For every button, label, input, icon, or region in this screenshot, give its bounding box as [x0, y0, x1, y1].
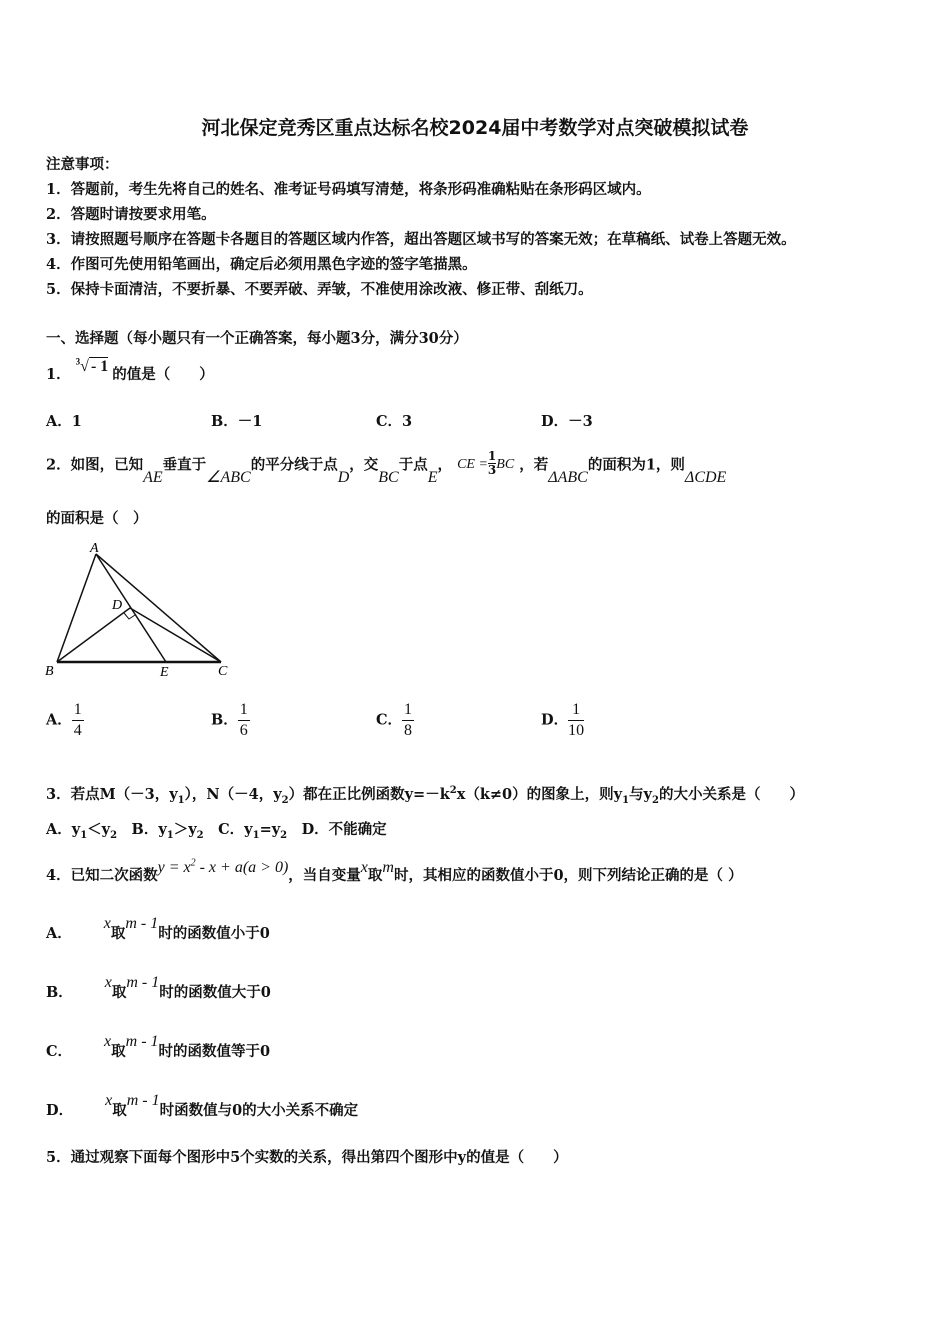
line-bd: [57, 608, 130, 662]
q2-option-b-fraction: [238, 700, 250, 741]
q4-option-a[interactable]: [46, 915, 270, 943]
q2-text-4: ，交: [349, 456, 379, 474]
q3-opt-sub: 2: [196, 829, 204, 841]
q2-ce-lhs: CE =: [457, 456, 488, 472]
q2-triangle-abc: ΔABC: [548, 468, 588, 486]
q4-option-d-expr: m - 1: [126, 1092, 160, 1109]
q3-text-d: x（k≠0）的图象上，则y: [456, 786, 623, 803]
q3-opt-sub: 2: [280, 829, 288, 841]
q4-option-b-expr: m - 1: [126, 974, 160, 991]
q2-option-c-den: 8: [404, 722, 413, 739]
q2-ae: AE: [143, 468, 163, 486]
q3-opt-sub: 1: [80, 829, 88, 841]
q3-opt-sub: 1: [252, 829, 260, 841]
q1-root-index: 3: [75, 356, 81, 367]
q2-ce-rhs: BC: [496, 456, 515, 472]
q4-option-c-text: 时的函数值等于0: [158, 1043, 271, 1060]
q4-text-3: 取: [367, 867, 383, 884]
line-ab: [57, 554, 96, 662]
question-1: [46, 356, 214, 384]
q4-option-a-expr: m - 1: [125, 915, 159, 932]
q2-ce-fraction: [488, 450, 496, 477]
q4-option-d-text: 时函数值与0的大小关系不确定: [159, 1102, 359, 1119]
q4-option-c[interactable]: [46, 1033, 271, 1061]
q2-option-d[interactable]: [541, 700, 584, 741]
q2-option-b[interactable]: [211, 700, 250, 741]
q2-option-c[interactable]: [376, 700, 414, 741]
q3-opt-part: ＞y: [173, 821, 197, 838]
q2-option-d-num: 1: [568, 700, 584, 721]
question-3: [46, 783, 804, 806]
q4-option-a-text: 时的函数值小于0: [158, 925, 270, 942]
question-5: 5．通过观察下面每个图形中5个实数的关系，得出第四个图形中y的值是（ ）: [46, 1149, 568, 1166]
q2-option-c-label: C．: [376, 711, 403, 729]
q2-option-a-label: A．: [46, 711, 72, 729]
q2-text-7: ，若: [519, 456, 549, 474]
q3-opt-part: B．y: [117, 821, 167, 838]
q4-formula-b: - x + a(a > 0): [195, 859, 289, 876]
label-e: E: [160, 665, 169, 680]
q1-option-d[interactable]: D．－3: [541, 413, 593, 430]
q2-option-c-fraction: [402, 700, 414, 741]
q1-number: 1．: [46, 366, 71, 383]
question-4: [46, 857, 743, 885]
q2-figure: [40, 538, 240, 683]
q4-option-d-label: D．: [46, 1102, 74, 1119]
q3-opt-sub: 1: [166, 829, 174, 841]
q4-x: x: [360, 859, 368, 876]
q2-ce-num: 1: [487, 449, 497, 463]
q3-sub-2: 2: [281, 794, 289, 806]
q3-opt-part: D．不能确定: [287, 821, 387, 838]
q4-option-d[interactable]: [46, 1092, 359, 1120]
q2-text-5: 于点: [398, 456, 428, 474]
q1-option-b[interactable]: B．－1: [211, 413, 263, 430]
q3-opt-part: ＜y: [87, 821, 111, 838]
notice-item-1: 1．答题前，考生先将自己的姓名、准考证号码填写清楚，将条形码准确粘贴在条形码区域内。: [46, 181, 651, 198]
q3-opt-part: A．y: [46, 821, 81, 838]
q3-text-b: ），N（－4，y: [184, 786, 282, 803]
q2-text-1: 2．如图，已知: [46, 456, 144, 474]
q2-option-a-num: 1: [72, 700, 84, 721]
q2-option-a-den: 4: [73, 722, 82, 739]
q2-ce-formula: [457, 449, 519, 477]
q4-text-4: 时，其相应的函数值小于0，则下列结论正确的是（ ）: [393, 867, 743, 884]
q4-formula-sup: 2: [190, 857, 196, 869]
q1-option-a[interactable]: A．1: [46, 413, 82, 430]
q4-option-a-take: 取: [110, 925, 126, 942]
q2-option-a-fraction: [72, 700, 84, 741]
q2-text-3: 的平分线于点: [250, 456, 338, 474]
question-2: [46, 449, 727, 486]
q3-opt-part: C．y: [203, 821, 253, 838]
q2-option-d-fraction: [568, 700, 584, 741]
q3-sub-3: 1: [622, 794, 630, 806]
q3-sub-1: 1: [177, 794, 185, 806]
q2-option-b-num: 1: [238, 700, 250, 721]
q4-option-b-take: 取: [111, 984, 127, 1001]
q4-option-c-take: 取: [111, 1043, 126, 1060]
q2-d: D: [337, 468, 350, 486]
q2-line-2: 的面积是（ ）: [46, 510, 148, 527]
q3-text-f: 的大小关系是（ ）: [658, 786, 804, 803]
q4-m: m: [382, 859, 394, 876]
q2-triangle-cde: ΔCDE: [684, 468, 727, 486]
q4-option-b-text: 时的函数值大于0: [159, 984, 271, 1001]
q3-text-a: 3．若点M（－3，y: [46, 786, 178, 803]
q3-sup: 2: [449, 785, 457, 797]
label-c: C: [218, 664, 228, 679]
notice-item-5: 5．保持卡面清洁，不要折暴、不要弄破、弄皱，不准使用涂改液、修正带、刮纸刀。: [46, 281, 593, 298]
line-dc: [130, 608, 221, 662]
q2-text-2: 垂直于: [162, 456, 207, 474]
q4-option-d-x: x: [105, 1092, 113, 1109]
q3-options[interactable]: [46, 818, 387, 841]
q2-option-b-label: B．: [211, 711, 238, 729]
q2-ce-den: 3: [487, 463, 497, 477]
label-a: A: [90, 541, 99, 556]
q2-option-b-den: 6: [239, 722, 248, 739]
notice-item-3: 3．请按照题号顺序在答题卡各题目的答题区域内作答，超出答题区域书写的答案无效；在草稿纸、试卷上答题无效。: [46, 231, 796, 248]
q4-option-b-label: B．: [46, 984, 73, 1001]
q4-option-c-x: x: [104, 1033, 112, 1050]
q3-text-c: ）都在正比例函数y=－k: [288, 786, 450, 803]
q4-option-a-x: x: [103, 915, 111, 932]
q4-option-c-label: C．: [46, 1043, 73, 1060]
q1-option-c[interactable]: C．3: [376, 413, 413, 430]
q2-angle: ∠ABC: [206, 468, 251, 486]
q2-option-d-den: 10: [568, 722, 585, 739]
q4-formula: [158, 859, 289, 876]
notice-item-2: 2．答题时请按要求用笔。: [46, 206, 216, 223]
page-title: 河北保定竞秀区重点达标名校2024届中考数学对点突破模拟试卷: [201, 117, 749, 139]
q3-opt-part: =y: [259, 821, 281, 838]
notice-heading: 注意事项：: [46, 156, 119, 173]
q4-option-c-expr: m - 1: [125, 1033, 159, 1050]
q4-option-b[interactable]: [46, 974, 271, 1002]
q4-option-d-take: 取: [112, 1102, 127, 1119]
right-angle-mark: [124, 613, 135, 619]
q1-cube-root: $^3$√ - 1: [75, 356, 109, 375]
notice-item-4: 4．作图可先使用铅笔画出，确定后必须用黑色字迹的签字笔描黑。: [46, 256, 477, 273]
q4-text-2: ，当自变量: [288, 867, 361, 884]
label-b: B: [45, 664, 54, 679]
q4-option-a-label: A．: [46, 925, 72, 942]
q2-option-d-label: D．: [541, 711, 569, 729]
section-heading: 一、选择题（每小题只有一个正确答案，每小题3分，满分30分）: [46, 330, 468, 347]
q3-text-e: 与y: [629, 786, 652, 803]
q4-formula-a: y = x: [157, 859, 191, 876]
q2-bc: BC: [378, 468, 399, 486]
q3-opt-sub: 2: [110, 829, 118, 841]
q1-radicand: - 1: [90, 358, 109, 375]
q1-text: 的值是（ ）: [112, 366, 214, 383]
q2-option-a[interactable]: [46, 700, 84, 741]
q2-text-8: 的面积为1，则: [587, 456, 685, 474]
q2-text-6: ，: [437, 456, 452, 474]
q2-option-c-num: 1: [402, 700, 414, 721]
q4-text-1: 4．已知二次函数: [46, 867, 158, 884]
q2-e: E: [427, 468, 438, 486]
label-d: D: [112, 598, 123, 613]
q4-option-b-x: x: [104, 974, 112, 991]
q3-sub-4: 2: [651, 794, 659, 806]
